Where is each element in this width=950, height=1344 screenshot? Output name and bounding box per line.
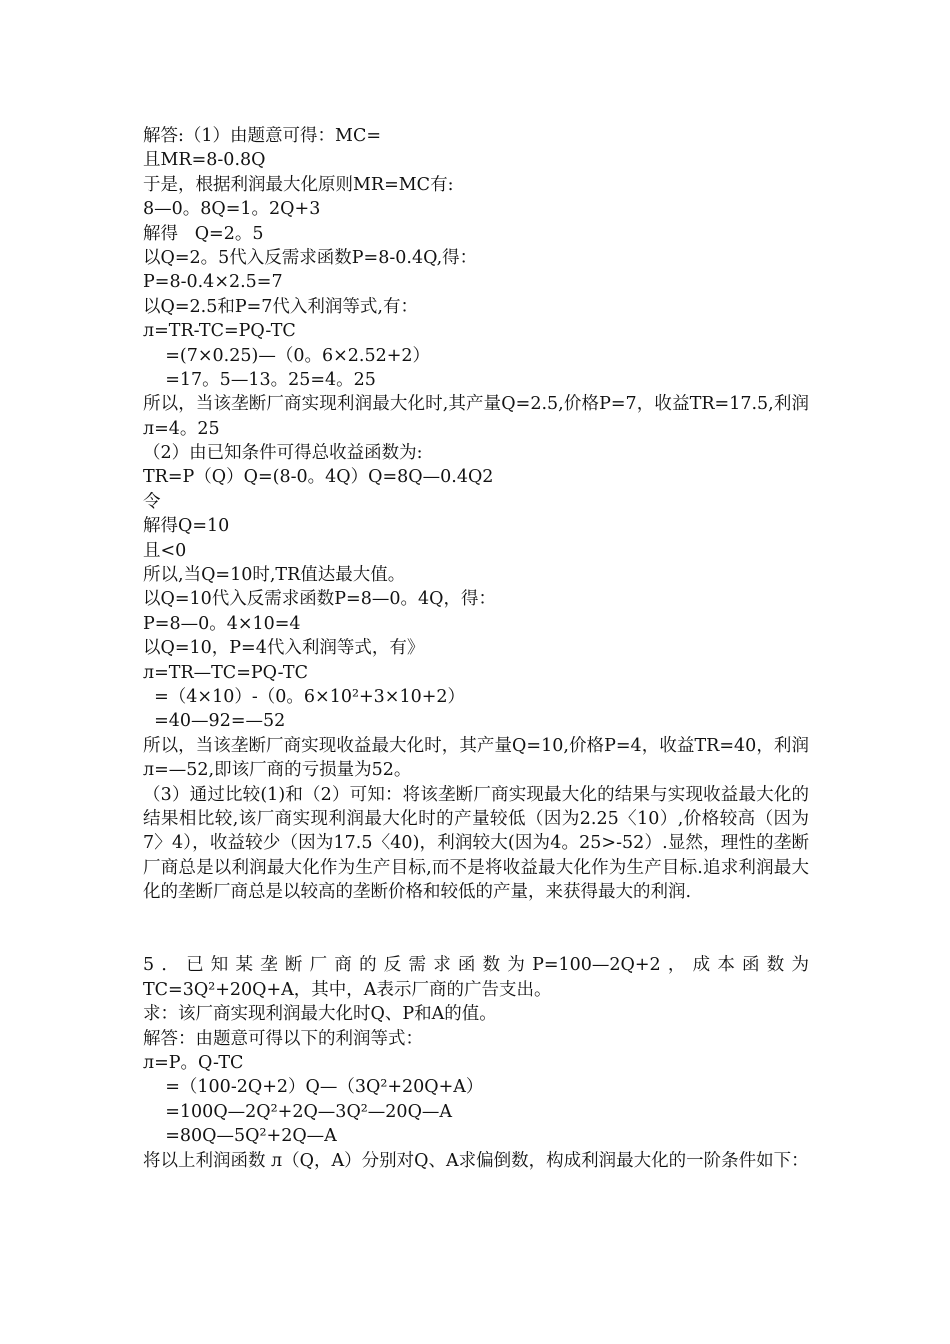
text-line: =40—92=—52 (143, 711, 286, 732)
text-line: 求：该厂商实现利润最大化时Q、P和A的值。 (143, 1004, 497, 1025)
text-line: 以Q=2.5和P=7代入利润等式,有： (143, 296, 418, 317)
text-line: 以Q=2。5代入反需求函数P=8-0.4Q,得： (143, 247, 478, 268)
text-line: 解答:（1）由题意可得：MC= (143, 126, 382, 146)
text-line: =100Q—2Q²+2Q—3Q²—20Q—A (143, 1101, 453, 1122)
text-line: л=TR—TC=PQ-TC (143, 662, 308, 683)
text-line: 且MR=8-0.8Q (143, 150, 266, 171)
text-line: л=TR-TC=PQ-TC (143, 321, 296, 342)
text-line: л=P。Q-TC (143, 1052, 244, 1073)
text-line: （2）由已知条件可得总收益函数为: (143, 443, 423, 464)
text-line: TR=P（Q）Q=(8-0。4Q）Q=8Q—0.4Q2 (143, 467, 494, 488)
text-line: =(7×0.25)—（0。6×2.52+2） (143, 345, 431, 366)
text-line: 令 (143, 491, 161, 512)
text-paragraph: 将以上利润函数 л（Q，A）分别对Q、A求偏倒数，构成利润最大化的一阶条件如下： (143, 1150, 809, 1171)
text-paragraph: 5．已知某垄断厂商的反需求函数为P=100—2Q+2，成本函数为TC=3Q²+20Q+A，其中，A表示厂商的广告支出。 (143, 955, 809, 1000)
text-line: P=8—0。4×10=4 (143, 613, 301, 634)
text-line: 以Q=10代入反需求函数P=8—0。4Q，得： (143, 589, 496, 610)
text-line: 8—0。8Q=1。2Q+3 (143, 199, 321, 220)
text-line: 于是，根据利润最大化原则MR=MC有: (143, 174, 454, 195)
text-line: =（100-2Q+2）Q—（3Q²+20Q+A） (143, 1077, 484, 1098)
text-paragraph: 所以，当该垄断厂商实现利润最大化时,其产量Q=2.5,价格P=7，收益TR=17.5,利润 л=4。25 (143, 394, 809, 439)
text-line: 所以,当Q=10时,TR值达最大值。 (143, 565, 406, 586)
text-line: 且<0 (143, 540, 187, 561)
text-line: =80Q—5Q²+2Q—A (143, 1126, 337, 1147)
text-line: =（4×10）-（0。6×10²+3×10+2） (143, 687, 466, 707)
text-paragraph: 所以，当该垄断厂商实现收益最大化时，其产量Q=10,价格P=4，收益TR=40，利润 л=—52,即该厂商的亏损量为52。 (143, 735, 809, 781)
text-line: 解得Q=10 (143, 516, 230, 537)
document-page (143, 124, 809, 1197)
text-line: =17。5—13。25=4。25 (143, 369, 376, 390)
text-line: 解得 Q=2。5 (143, 223, 264, 244)
text-line: 以Q=10，P=4代入利润等式，有》 (143, 638, 425, 659)
text-line: P=8-0.4×2.5=7 (143, 272, 283, 293)
text-line: 解答：由题意可得以下的利润等式： (143, 1028, 423, 1049)
text-paragraph: （3）通过比较(1)和（2）可知：将该垄断厂商实现最大化的结果与实现收益最大化的结果相比较,该厂商实现利润最大化时的产量较低（因为2.25〈10）,价格较高（因为7〉4），收益较少（因为17.5〈40)，利润较大(因为4。25>-52）.显然，理性的垄断厂商总是以利润最大化作为生产目标,而不是将收益最大化作为生产目标.追求利润最大化的垄断厂商总是以较高的垄断价格和较低的产量，来获得最大的利润. (143, 784, 809, 903)
